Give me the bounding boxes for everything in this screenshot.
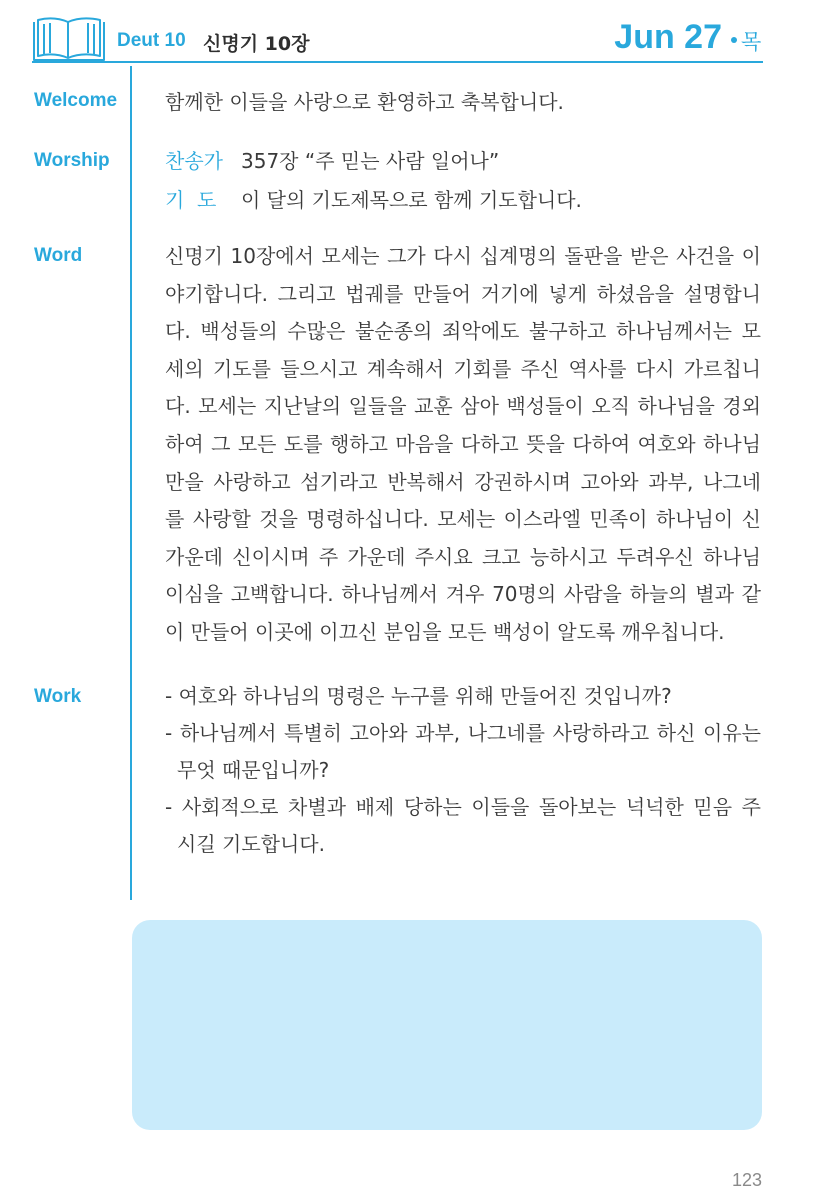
weekday: 목: [741, 30, 762, 54]
work-questions: [165, 678, 761, 863]
word-line: 만을 사랑하고 섬기라고 반복해서 강권하시며 고아와 과부, 나그네: [165, 469, 761, 494]
work-question-2-cont: 무엇 때문입니까?: [177, 758, 330, 782]
hymn-text: 357장 “주 믿는 사람 일어나”: [241, 149, 500, 173]
work-question-3-cont: 시길 기도합니다.: [177, 832, 325, 856]
worship-prayer: [165, 185, 582, 215]
word-line: 가운데 신이시며 주 가운데 주시요 크고 능하시고 두려우신 하나님: [165, 544, 761, 569]
header-divider: [32, 61, 763, 63]
prayer-key: 기 도: [165, 188, 217, 212]
date-separator-dot: [731, 37, 737, 43]
worship-hymn: [165, 146, 499, 176]
word-line: 이심을 고백합니다. 하나님께서 겨우 70명의 사람을 하늘의 별과 같: [165, 582, 761, 607]
hymn-key: 찬송가: [165, 149, 223, 173]
word-line: 신명기 10장에서 모세는 그가 다시 십계명의 돌판을 받은 사건을 이: [165, 244, 761, 268]
welcome-line: 함께한 이들을 사랑으로 환영하고 축복합니다.: [165, 90, 564, 114]
word-line: 하여 그 모든 도를 행하고 마음을 다하고 뜻을 다하여 여호와 하나님: [165, 431, 761, 456]
work-question-2: - 하나님께서 특별히 고아와 과부, 나그네를 사랑하라고 하신 이유는: [165, 721, 761, 745]
work-label: Work: [34, 686, 82, 707]
work-question-1: - 여호와 하나님의 명령은 누구를 위해 만들어진 것입니까?: [165, 684, 672, 708]
welcome-text: [165, 84, 761, 121]
prayer-text: 이 달의 기도제목으로 함께 기도합니다.: [241, 188, 582, 212]
chapter-reference-korean: 신명기 10장: [203, 33, 310, 55]
word-line: 를 사랑할 것을 명령하십니다. 모세는 이스라엘 민족이 하나님이 신: [165, 507, 761, 532]
work-question-3: - 사회적으로 차별과 배제 당하는 이들을 돌아보는 넉넉한 믿음 주: [165, 795, 761, 819]
word-label: Word: [34, 245, 83, 266]
word-line: 이 만들어 이곳에 이끄신 분임을 모든 백성이 알도록 깨우칩니다.: [165, 619, 725, 644]
section-divider-line: [130, 66, 132, 900]
worship-label: Worship: [34, 150, 110, 171]
word-paragraph: [165, 238, 761, 652]
date: Jun 27: [614, 18, 722, 56]
chapter-reference: Deut 10: [117, 30, 186, 51]
word-line: 세의 기도를 들으시고 계속해서 기회를 주신 역사를 다시 가르칩니: [165, 356, 761, 381]
word-line: 야기합니다. 그리고 법궤를 만들어 거기에 넣게 하셨음을 설명합니: [165, 281, 761, 306]
page-number: 123: [731, 1170, 762, 1190]
word-line: 다. 모세는 지난날의 일들을 교훈 삼아 백성들이 오직 하나님을 경외: [165, 394, 761, 419]
welcome-label: Welcome: [34, 90, 118, 111]
word-line: 다. 백성들의 수많은 불순종의 죄악에도 불구하고 하나님께서는 모: [165, 319, 761, 344]
notes-box[interactable]: [132, 920, 762, 1130]
open-book-icon: [32, 16, 106, 62]
